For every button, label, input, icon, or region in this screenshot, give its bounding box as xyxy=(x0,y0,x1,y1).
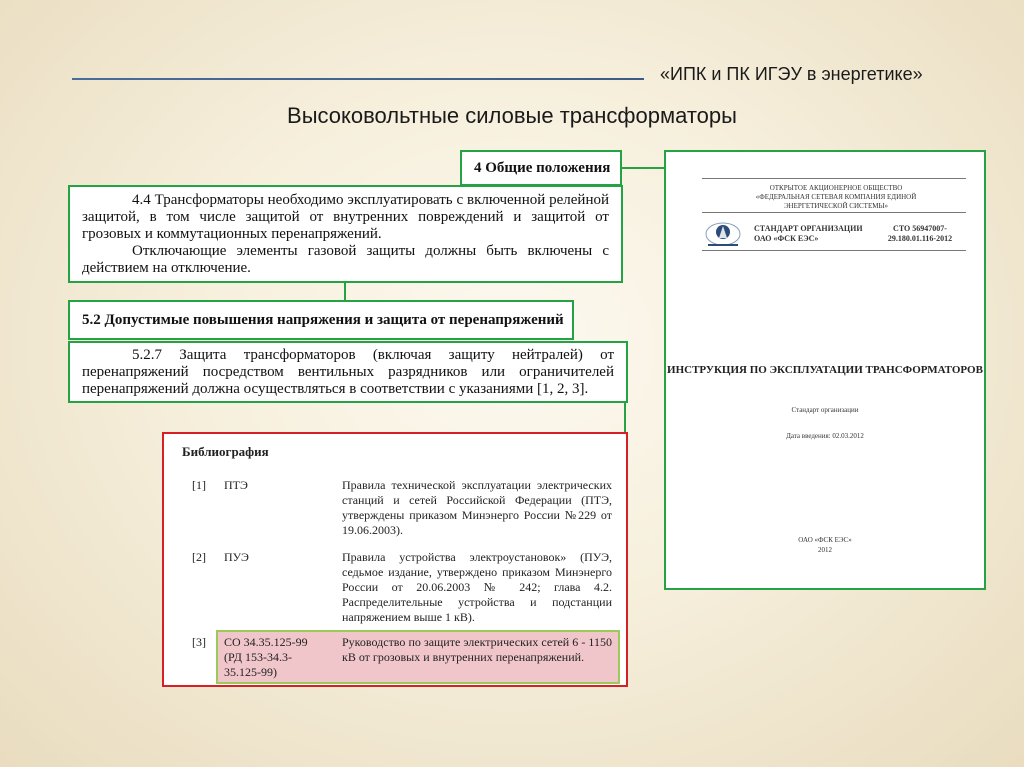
clause-4-4-text: 4.4 Трансформаторы необходимо эксплуатировать с включенной релейной защитой, в том числе защитой от внутренних повреждений и защитой от грозовых и коммутационных перенапряжений. xyxy=(82,192,609,242)
bib-entry-2-number: [2] xyxy=(192,550,206,564)
cover-publisher: ОАО «ФСК ЕЭС» xyxy=(798,536,852,544)
cover-company-name: ОТКРЫТОЕ АКЦИОНЕРНОЕ ОБЩЕСТВО «ФЕДЕРАЛЬНАЯ СЕТЕВАЯ КОМПАНИЯ ЕДИНОЙ ЭНЕРГЕТИЧЕСКОЙ СИСТЕМЫ» xyxy=(755,184,917,210)
cover-top-rule xyxy=(702,178,966,179)
bib-entry-1-number: [1] xyxy=(192,478,206,492)
bib-entry-3-number: [3] xyxy=(192,635,206,649)
standard-cover-page xyxy=(664,150,986,590)
clause-5-2-7-box xyxy=(68,341,628,403)
header-divider-line xyxy=(72,78,644,80)
bibliography-title: Библиография xyxy=(182,444,269,459)
section-5-2-heading-box xyxy=(68,300,574,340)
bib-entry-3-description: Руководство по защите электрических сетей 6 - 1150 кВ от грозовых и внутренних перенапряжений. xyxy=(342,635,612,664)
fsk-logo-icon xyxy=(704,218,742,248)
cover-year: 2012 xyxy=(818,546,832,554)
clause-4-4-gas-protection-text: Отключающие элементы газовой защиты должны быть включены с действием на отключение. xyxy=(82,243,609,276)
bib-entry-2-description: Правила устройства электроустановок» (ПУЭ, седьмое издание, утверждено приказом Минэнерго России от 20.06.2003 № 242; глава 4.2. Распределительные устройства и подстанции напряжением выше 1 кВ). xyxy=(342,550,612,624)
connector-p44-to-sec52 xyxy=(344,283,346,300)
cover-standard-code: СТО 56947007- 29.180.01.116-2012 xyxy=(887,224,953,243)
bibliography-box xyxy=(162,432,628,687)
bib-entry-1-description: Правила технической эксплуатации электрических станций и сетей Российской Федерации (ПТЭ, утверждены приказом Минэнерго России №229 от 19.06.2003). xyxy=(342,478,612,537)
cover-header-rule xyxy=(702,250,966,251)
section-4-heading: 4 Общие положения xyxy=(474,160,611,176)
connector-p527-to-biblio xyxy=(624,403,626,432)
slide-title: Высоковольтные силовые трансформаторы xyxy=(287,103,737,128)
cover-document-subtitle: Стандарт организации xyxy=(791,406,859,414)
clause-5-2-7-text: 5.2.7 Защита трансформаторов (включая защиту нейтралей) от перенапряжений посредством вентильных разрядников или ограничителей перенапряжений должна осуществляться в соответствии с указаниями [1, 2, 3]. xyxy=(82,347,614,397)
bib-entry-1-abbr: ПТЭ xyxy=(224,478,248,492)
section-4-heading-box xyxy=(460,150,622,186)
cover-document-title: ИНСТРУКЦИЯ ПО ЭКСПЛУАТАЦИИ ТРАНСФОРМАТОРОВ xyxy=(667,364,983,376)
cover-effective-date: Дата введения: 02.03.2012 xyxy=(786,432,864,440)
header-organization: «ИПК и ПК ИГЭУ в энергетике» xyxy=(660,64,923,84)
bib-entry-2-abbr: ПУЭ xyxy=(224,550,249,564)
connector-sec4-to-cover xyxy=(622,167,664,169)
cover-standard-label: СТАНДАРТ ОРГАНИЗАЦИИ ОАО «ФСК ЕЭС» xyxy=(754,224,863,243)
bib-entry-3-abbr: СО 34.35.125-99 (РД 153-34.3-35.125-99) xyxy=(224,635,308,679)
clause-4-4-box xyxy=(68,185,623,283)
section-5-2-heading: 5.2 Допустимые повышения напряжения и защита от перенапряжений xyxy=(82,312,564,328)
cover-company-rule xyxy=(702,212,966,213)
